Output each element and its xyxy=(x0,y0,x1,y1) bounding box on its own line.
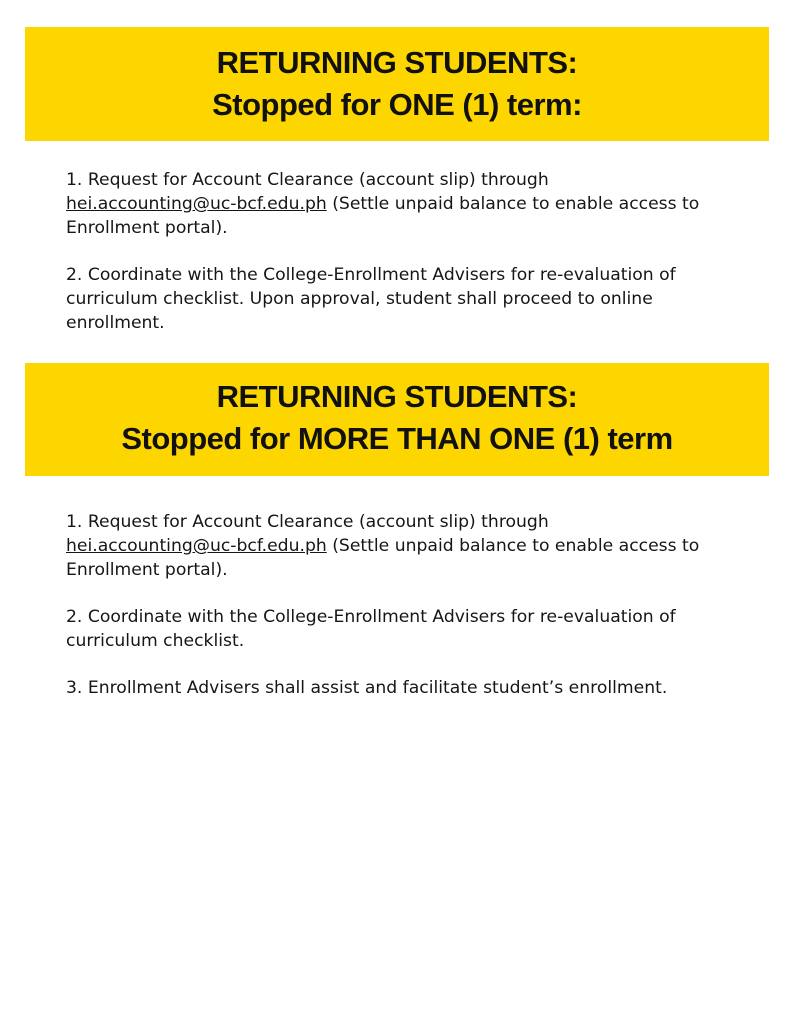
section-2-item-3: 3. Enrollment Advisers shall assist and facilitate student’s enrollment. xyxy=(66,678,668,698)
section-1-heading-line1: RETURNING STUDENTS: xyxy=(216,45,578,80)
section-2-item-1 xyxy=(66,510,726,582)
item-suffix: (Settle unpaid balance to enable access to Enrollment portal). xyxy=(66,194,700,238)
accounting-email-link[interactable]: hei.accounting@uc-bcf.edu.ph xyxy=(66,194,327,214)
item-prefix: 1. Request for Account Clearance (account slip) through xyxy=(66,170,549,190)
accounting-email-link[interactable]: hei.accounting@uc-bcf.edu.ph xyxy=(66,536,327,556)
item-suffix: (Settle unpaid balance to enable access to Enrollment portal). xyxy=(66,536,700,580)
section-1-body xyxy=(66,168,726,358)
section-1-banner xyxy=(25,27,769,141)
section-2-banner xyxy=(25,363,769,476)
section-2-body xyxy=(66,510,726,723)
section-2-item-2: 2. Coordinate with the College-Enrollment Advisers for re-evaluation of curriculum checklist. xyxy=(66,607,676,651)
section-1-item-2: 2. Coordinate with the College-Enrollment Advisers for re-evaluation of curriculum checklist. Upon approval, student shall proceed to online enrollment. xyxy=(66,265,676,333)
section-1-item-1 xyxy=(66,168,726,240)
section-1-heading-line2: Stopped for ONE (1) term: xyxy=(212,87,582,122)
item-prefix: 1. Request for Account Clearance (account slip) through xyxy=(66,512,549,532)
section-2-heading-line2: Stopped for MORE THAN ONE (1) term xyxy=(121,421,673,456)
section-2-heading-line1: RETURNING STUDENTS: xyxy=(216,379,578,414)
